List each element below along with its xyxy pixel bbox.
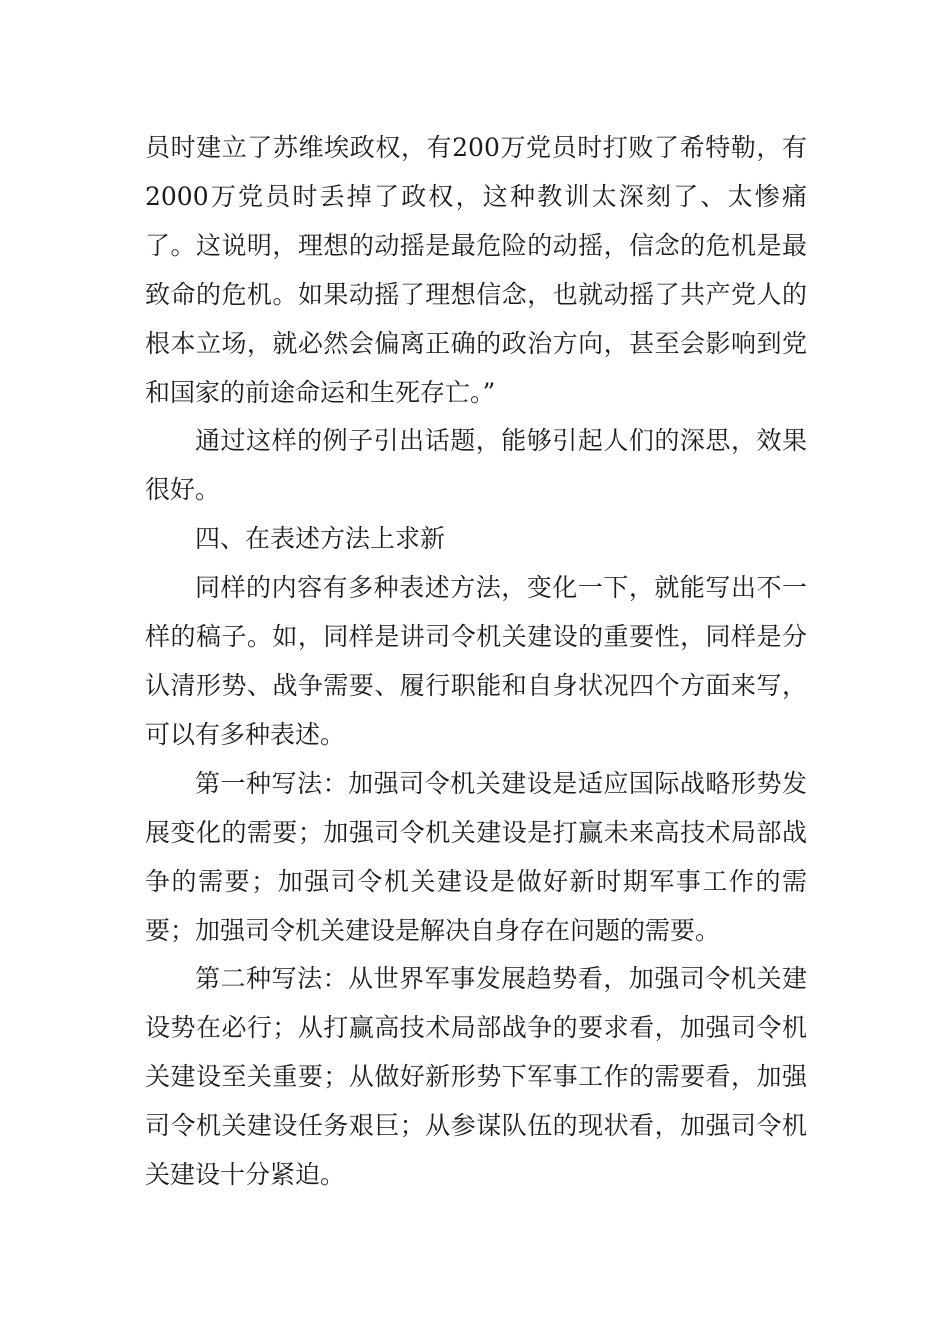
- paragraph-intro: 同样的内容有多种表述方法，变化一下，就能写出不一样的稿子。如，同样是讲司令机关建设的重要性，同样是分认清形势、战争需要、履行职能和自身状况四个方面来写，可以有多种表述。: [145, 573, 807, 749]
- paragraph-method-one: 第一种写法：加强司令机关建设是适应国际战略形势发展变化的需要；加强司令机关建设是打赢未来高技术局部战争的需要；加强司令机关建设是做好新时期军事工作的需要；加强司令机关建设是解决自身存在问题的需要。: [145, 768, 807, 945]
- paragraph-method-two: 第二种写法：从世界军事发展趋势看，加强司令机关建设势在必行；从打赢高技术局部战争的要求看，加强司令机关建设至关重要；从做好新形势下军事工作的需要看，加强司令机关建设任务艰巨；从参谋队伍的现状看，加强司令机关建设十分紧迫。: [145, 964, 807, 1190]
- paragraph-comment: 通过这样的例子引出话题，能够引起人们的深思，效果很好。: [145, 426, 807, 505]
- section-heading: 四、在表述方法上求新: [195, 524, 446, 554]
- document-body: [145, 124, 807, 1200]
- paragraph-continuation: 员时建立了苏维埃政权，有200万党员时打败了希特勒，有2000万党员时丢掉了政权，这种教训太深刻了、太惨痛了。这说明，理想的动摇是最危险的动摇，信念的危机是最致命的危机。如果动摇了理想信念，也就动摇了共产党人的根本立场，就必然会偏离正确的政治方向，甚至会影响到党和国家的前途命运和生死存亡。”: [145, 133, 807, 407]
